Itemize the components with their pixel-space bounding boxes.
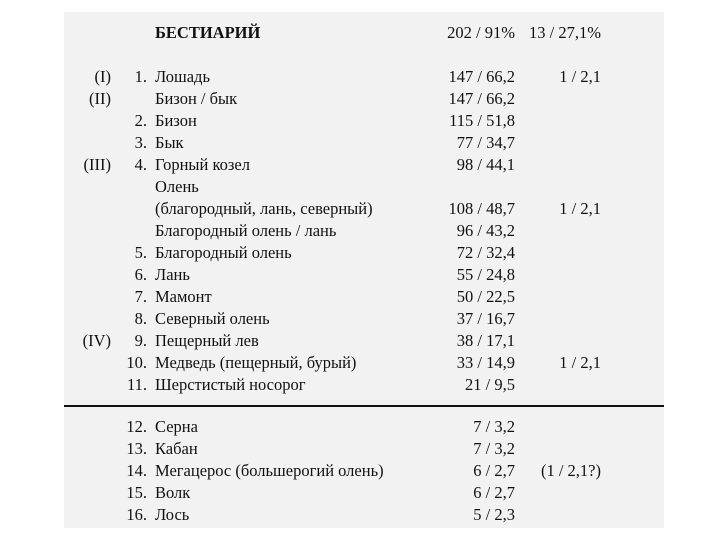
header-col1: 202 / 91%: [447, 23, 515, 42]
count-col1: 7 / 3,2: [473, 439, 515, 458]
animal-name: Олень: [155, 177, 199, 196]
count-col1: 98 / 44,1: [456, 155, 515, 174]
animal-name: Мамонт: [155, 287, 212, 306]
row-number: 5.: [134, 243, 147, 262]
table-row: [0, 308, 720, 330]
count-col1: 55 / 24,8: [456, 265, 515, 284]
count-col2: 1 / 2,1: [559, 353, 601, 372]
row-number: 2.: [134, 111, 147, 130]
count-col1: 147 / 66,2: [448, 89, 515, 108]
count-col1: 7 / 3,2: [473, 417, 515, 436]
table-row: [0, 330, 720, 352]
count-col1: 50 / 22,5: [456, 287, 515, 306]
header-title: БЕСТИАРИЙ: [155, 23, 261, 42]
table-row: [0, 132, 720, 154]
roman-numeral: (IV): [82, 331, 111, 350]
animal-name: Лось: [155, 505, 190, 524]
animal-name: Благородный олень / лань: [155, 221, 337, 240]
table-row: [0, 264, 720, 286]
animal-name: Лошадь: [155, 67, 210, 86]
animal-name: Горный козел: [155, 155, 250, 174]
table-row: [0, 504, 720, 526]
row-number: 9.: [134, 331, 147, 350]
animal-name: Благородный олень: [155, 243, 292, 262]
table-row: [0, 220, 720, 242]
roman-numeral: (I): [94, 67, 111, 86]
table-row: [0, 88, 720, 110]
count-col1: 37 / 16,7: [456, 309, 515, 328]
table-row: [0, 198, 720, 220]
row-number: 1.: [134, 67, 147, 86]
animal-name: Кабан: [155, 439, 198, 458]
row-number: 11.: [126, 375, 147, 394]
row-number: 14.: [126, 461, 147, 480]
row-number: 16.: [126, 505, 147, 524]
count-col1: 5 / 2,3: [473, 505, 515, 524]
table-row: [0, 352, 720, 374]
table-row: [0, 66, 720, 88]
count-col1: 33 / 14,9: [456, 353, 515, 372]
count-col1: 115 / 51,8: [449, 111, 515, 130]
animal-name: Мегацерос (большерогий олень): [155, 461, 384, 480]
row-number: 15.: [126, 483, 147, 502]
count-col1: 147 / 66,2: [448, 67, 515, 86]
animal-name: Бизон / бык: [155, 89, 238, 108]
table-row: [0, 110, 720, 132]
row-number: 13.: [126, 439, 147, 458]
table-row: [0, 176, 720, 198]
row-number: 7.: [134, 287, 147, 306]
animal-name: Северный олень: [155, 309, 270, 328]
animal-name: (благородный, лань, северный): [155, 199, 373, 218]
row-number: 3.: [134, 133, 147, 152]
count-col1: 21 / 9,5: [465, 375, 515, 394]
row-number: 8.: [134, 309, 147, 328]
count-col1: 6 / 2,7: [473, 461, 515, 480]
table-row: [0, 242, 720, 264]
table-row: [0, 438, 720, 460]
row-number: 12.: [126, 417, 147, 436]
section-divider: [64, 405, 664, 407]
table-row: [0, 154, 720, 176]
table-row: [0, 286, 720, 308]
row-number: 10.: [126, 353, 147, 372]
row-number: 4.: [134, 155, 147, 174]
count-col1: 72 / 32,4: [456, 243, 515, 262]
count-col2: 1 / 2,1: [559, 67, 601, 86]
table-row: [0, 374, 720, 396]
count-col1: 6 / 2,7: [473, 483, 515, 502]
row-number: 6.: [134, 265, 147, 284]
animal-name: Бизон: [155, 111, 197, 130]
table-header: [0, 22, 720, 44]
count-col1: 38 / 17,1: [456, 331, 515, 350]
count-col2: 1 / 2,1: [559, 199, 601, 218]
animal-name: Шерстистый носорог: [155, 375, 306, 394]
animal-name: Бык: [155, 133, 184, 152]
table-row: [0, 482, 720, 504]
count-col2: (1 / 2,1?): [540, 461, 601, 480]
animal-name: Медведь (пещерный, бурый): [155, 353, 357, 372]
count-col1: 77 / 34,7: [456, 133, 515, 152]
table-row: [0, 460, 720, 482]
animal-name: Лань: [155, 265, 190, 284]
roman-numeral: (II): [89, 89, 111, 108]
count-col1: 96 / 43,2: [456, 221, 515, 240]
animal-name: Пещерный лев: [155, 331, 259, 350]
count-col1: 108 / 48,7: [448, 199, 515, 218]
header-col2: 13 / 27,1%: [529, 23, 601, 42]
roman-numeral: (III): [83, 155, 111, 174]
table-row: [0, 416, 720, 438]
animal-name: Волк: [155, 483, 191, 502]
animal-name: Серна: [155, 417, 198, 436]
